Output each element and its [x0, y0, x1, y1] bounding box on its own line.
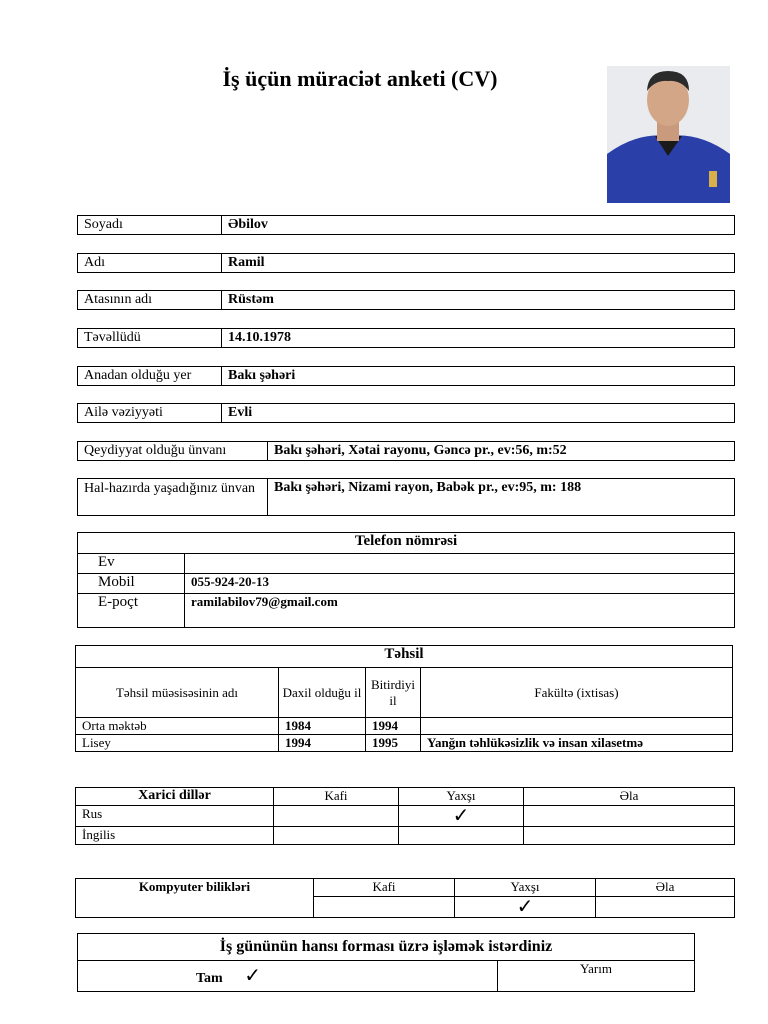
table-row — [76, 806, 735, 827]
applicant-photo — [607, 66, 730, 203]
current-address-value: Bakı şəhəri, Nizami rayon, Babək pr., ev:95, m: 188 — [274, 480, 582, 495]
edu-grad-year: 1995 — [366, 735, 421, 752]
registration-address-label: Qeydiyyat olduğu ünvanı — [78, 442, 268, 460]
edu-col-faculty: Fakültə (ixtisas) — [421, 668, 733, 718]
lang-col-yaxsi: Yaxşı — [399, 788, 524, 806]
edu-grad-year: 1994 — [366, 718, 421, 735]
computer-yaxsi-cell — [455, 894, 596, 918]
surname-value: Əbilov — [228, 217, 268, 232]
birthplace-label: Anadan olduğu yer — [78, 367, 222, 385]
phone-table — [77, 532, 735, 628]
table-row — [76, 827, 735, 845]
current-address-label: Hal-hazırda yaşadığınız ünvan — [78, 479, 268, 515]
work-form-full — [78, 961, 498, 992]
edu-col-grad-year: Bitirdiyi il — [366, 668, 421, 718]
education-heading: Təhsil — [76, 646, 733, 668]
edu-entry-year: 1994 — [279, 735, 366, 752]
work-form-full-label: Tam — [196, 970, 223, 986]
computer-col-name: Kompyuter bilikləri — [76, 879, 314, 918]
row-registration-address — [77, 441, 735, 461]
patronymic-value: Rüstəm — [228, 292, 274, 307]
lang-ela-cell — [524, 806, 735, 827]
lang-yaxsi-cell — [399, 827, 524, 845]
edu-col-institution: Təhsil müəsisəsinin adı — [76, 668, 279, 718]
birthplace-value: Bakı şəhəri — [228, 368, 296, 383]
row-surname — [77, 215, 735, 235]
work-form-heading: İş gününün hansı forması üzrə işləmək istərdiniz — [78, 934, 695, 961]
computer-col-yaxsi: Yaxşı — [455, 879, 596, 897]
table-row — [76, 718, 733, 735]
name-label: Adı — [78, 254, 222, 272]
row-current-address — [77, 478, 735, 516]
computer-ela-cell — [596, 897, 735, 918]
surname-label: Soyadı — [78, 216, 222, 234]
row-patronymic — [77, 290, 735, 310]
work-form-part — [498, 961, 695, 992]
row-birthdate — [77, 328, 735, 348]
lang-yaxsi-cell — [399, 803, 524, 827]
edu-entry-year: 1984 — [279, 718, 366, 735]
birthdate-label: Təvəllüdü — [78, 329, 222, 347]
edu-faculty: Yanğın təhlükəsizlik və insan xilasetmə — [421, 735, 733, 752]
computer-skills-table — [75, 878, 735, 918]
work-form-table — [77, 933, 695, 992]
birthdate-value: 14.10.1978 — [228, 330, 291, 345]
name-value: Ramil — [228, 255, 265, 270]
row-name — [77, 253, 735, 273]
edu-col-entry-year: Daxil olduğu il — [279, 668, 366, 718]
lang-kafi-cell — [274, 827, 399, 845]
edu-institution: Lisey — [76, 735, 279, 752]
work-form-part-label: Yarım — [580, 961, 612, 976]
checkmark-icon: ✓ — [516, 894, 534, 918]
lang-col-ela: Əla — [524, 788, 735, 806]
phone-heading: Telefon nömrəsi — [78, 533, 735, 554]
lang-col-name: Xarici dillər — [76, 788, 274, 806]
phone-mobile-label: Mobil — [78, 574, 185, 594]
marital-status-value: Evli — [228, 405, 253, 420]
lang-ela-cell — [524, 827, 735, 845]
email-label: E-poçt — [78, 594, 185, 628]
computer-col-kafi: Kafi — [314, 879, 455, 897]
table-row — [76, 735, 733, 752]
email-value: ramilabilov79@gmail.com — [185, 594, 735, 628]
checkmark-icon: ✓ — [244, 962, 261, 987]
lang-name: Rus — [76, 806, 274, 827]
edu-faculty — [421, 718, 733, 735]
phone-home-label: Ev — [78, 554, 185, 574]
registration-address-value: Bakı şəhəri, Xətai rayonu, Gəncə pr., ev:56, m:52 — [274, 443, 567, 458]
lang-kafi-cell — [274, 806, 399, 827]
computer-col-ela: Əla — [596, 879, 735, 897]
phone-home-value — [185, 554, 735, 574]
patronymic-label: Atasının adı — [78, 291, 222, 309]
phone-mobile-value: 055-924-20-13 — [185, 574, 735, 594]
computer-kafi-cell — [314, 897, 455, 918]
education-table — [75, 645, 733, 752]
row-birthplace — [77, 366, 735, 386]
checkmark-icon: ✓ — [452, 803, 470, 827]
marital-status-label: Ailə vəziyyəti — [78, 404, 222, 422]
edu-institution: Orta məktəb — [76, 718, 279, 735]
row-marital-status — [77, 403, 735, 423]
page-title: İş üçün müraciət anketi (CV) — [222, 66, 498, 91]
lang-col-kafi: Kafi — [274, 788, 399, 806]
lang-name: İngilis — [76, 827, 274, 845]
languages-table — [75, 787, 735, 845]
